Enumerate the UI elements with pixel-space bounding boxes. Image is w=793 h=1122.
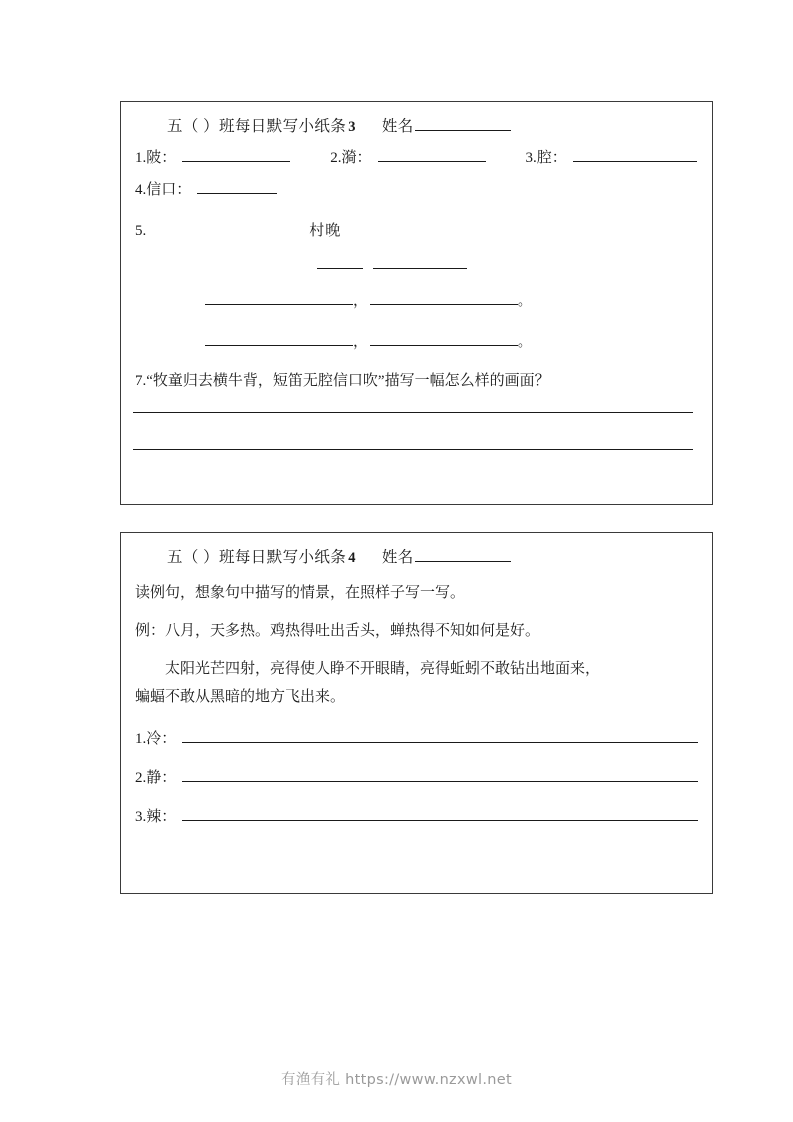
definition-4-index: 4. <box>135 182 147 198</box>
worksheet-slip-3 <box>120 101 713 505</box>
poem-line-1-blank-a[interactable] <box>205 291 353 305</box>
definition-2-index: 2. <box>330 150 342 166</box>
poem-line-1-comma: ， <box>353 292 369 309</box>
answer-line-1[interactable] <box>133 412 693 413</box>
worksheet-slip-4 <box>120 532 713 894</box>
slip-4-name-label: 姓名 <box>381 549 414 566</box>
fill-3-word: 辣： <box>146 809 177 825</box>
definition-4-blank[interactable] <box>197 180 277 194</box>
slip-3-question <box>121 369 712 390</box>
fill-1-blank[interactable] <box>182 729 698 743</box>
slip-4-title: 五（ ）班每日默写小纸条 <box>167 549 347 566</box>
poem-line-1 <box>121 289 712 310</box>
poem-item-number: 5. <box>135 223 147 239</box>
poem-title: 村晚 <box>309 223 342 239</box>
poem-line-2 <box>121 330 712 351</box>
site-watermark: 有渔有礼 https://www.nzxwl.net <box>281 1072 512 1088</box>
definition-2-blank[interactable] <box>378 148 486 162</box>
definition-item-3 <box>526 146 697 167</box>
poem-author-blank[interactable] <box>373 254 467 269</box>
fill-row-3 <box>121 805 712 826</box>
question-number: 7. <box>135 372 147 389</box>
poem-heading-row <box>121 219 712 240</box>
definition-2-word: 漪： <box>341 150 372 166</box>
definition-1-blank[interactable] <box>182 148 290 162</box>
definition-1-index: 1. <box>135 150 147 166</box>
fill-2-index: 2. <box>135 770 147 786</box>
definition-1-word: 陂： <box>146 150 177 166</box>
answer-line-2[interactable] <box>133 449 693 450</box>
poem-line-2-blank-b[interactable] <box>370 332 518 346</box>
fill-row-1 <box>121 727 712 748</box>
definition-item-2 <box>330 146 485 167</box>
slip-3-header <box>121 102 712 136</box>
slip-3-name-label: 姓名 <box>381 118 414 135</box>
slip-4-example-body-line-1: 太阳光芒四射，亮得使人睁不开眼睛，亮得蚯蚓不敢钻出地面来， <box>165 661 601 677</box>
slip-4-name-blank[interactable] <box>415 547 511 562</box>
slip-3-number: 3 <box>348 119 356 135</box>
fill-row-2 <box>121 766 712 787</box>
fill-1-index: 1. <box>135 731 147 747</box>
poem-line-2-blank-a[interactable] <box>205 332 353 346</box>
fill-1-word: 冷： <box>146 731 177 747</box>
slip-3-title: 五（ ）班每日默写小纸条 <box>167 118 347 135</box>
poem-author-blanks <box>121 254 712 269</box>
poem-line-2-period: 。 <box>518 333 532 349</box>
poem-line-1-period: 。 <box>518 292 532 308</box>
poem-line-2-comma: ， <box>353 333 369 350</box>
fill-3-index: 3. <box>135 809 147 825</box>
question-text: “牧童归去横牛背，短笛无腔信口吹”描写一幅怎么样的画面？ <box>146 372 550 389</box>
fill-3-blank[interactable] <box>182 807 698 821</box>
slip-4-number: 4 <box>348 550 356 566</box>
definition-4-word: 信口： <box>146 182 192 198</box>
slip-3-definition-row-2 <box>121 178 712 199</box>
fill-2-blank[interactable] <box>182 768 698 782</box>
slip-3-definition-row <box>121 146 712 167</box>
definition-3-index: 3. <box>525 150 537 166</box>
definition-3-word: 腔： <box>536 150 567 166</box>
slip-4-instruction: 读例句，想象句中描写的情景，在照样子写一写。 <box>135 585 466 601</box>
slip-3-name-blank[interactable] <box>415 116 511 131</box>
poem-line-1-blank-b[interactable] <box>370 291 518 305</box>
definition-item-1 <box>135 146 290 167</box>
definition-3-blank[interactable] <box>573 148 697 162</box>
fill-2-word: 静： <box>146 770 177 786</box>
slip-4-example-body-line-2: 蝙蝠不敢从黑暗的地方飞出来。 <box>135 689 346 705</box>
slip-4-example-label: 例：八月，天多热。鸡热得吐出舌头，蝉热得不知如何是好。 <box>135 623 541 639</box>
slip-4-header <box>121 533 712 567</box>
poem-dynasty-blank[interactable] <box>317 254 363 269</box>
